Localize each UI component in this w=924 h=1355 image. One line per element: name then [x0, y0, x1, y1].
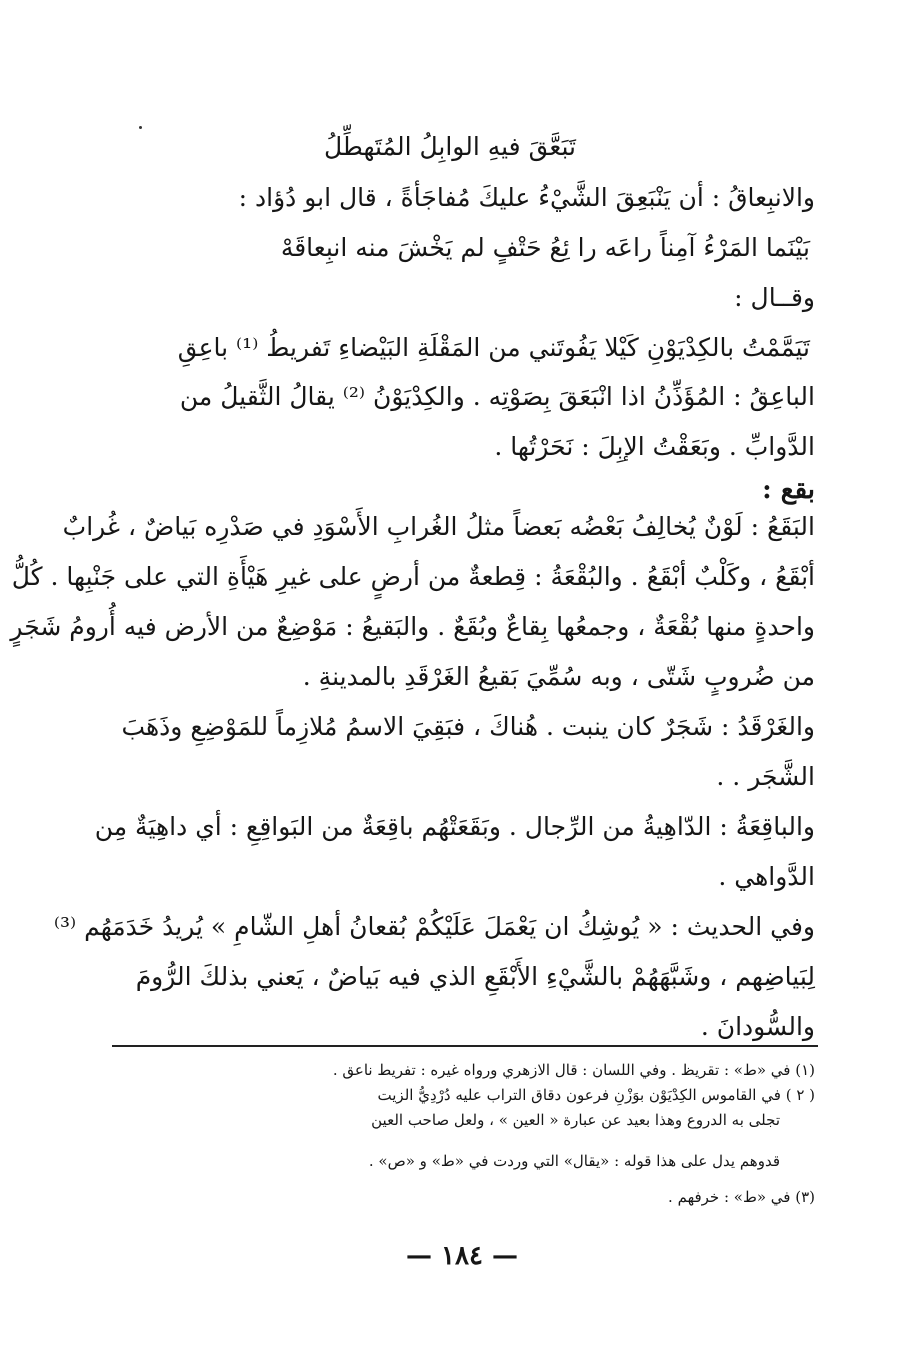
print-speck — [139, 126, 142, 129]
verse-line: تَيَمَّمْتُ بالكِدْيَوْنِ كَيْلا يَفُوتَني من المَقْلَةِ البَيْضاءِ تَفريطُ ⁽¹⁾ باعِقِ — [177, 333, 810, 362]
text-line: الدَّواهي . — [718, 862, 815, 891]
text-line: والانبِعاقُ : أن يَنْبَعِقَ الشَّيْءُ عليكَ مُفاجَأةً ، قال ابو دُؤاد : — [238, 183, 815, 212]
footnote-separator — [112, 1045, 818, 1047]
text-line: والباقِعَةُ : الدّاهِيةُ من الرِّجال . وبَقَعَتْهُم باقِعَةٌ من البَواقِعِ : أي داهِيَةٌ مِن — [94, 812, 815, 841]
footnote: (١) في «ط» : تقريظ . وفي اللسان : قال الازهري ورواه غيره : تفريط ناعق . — [332, 1061, 815, 1079]
text-line: لِبَياضِهم ، وشَبَّهَهُمْ بالشَّيْءِ الأَبْقَعِ الذي فيه بَياضٌ ، يَعني بذلكَ الرُّومَ — [135, 962, 815, 991]
footnote: (٣) في «ط» : خرفهم . — [668, 1188, 815, 1206]
footnote: ( ٢ ) في القاموس الكِدْيَوْن بوَزْنِ فرعون دقاق التراب عليه دُرْدِيُّ الزيت — [377, 1086, 815, 1104]
text-line: البَقَعُ : لَوْنٌ يُخالِفُ بَعْضُه بَعضاً مثلُ الغُرابِ الأَسْوَدِ في صَدْرِه بَياضٌ ، غُرابٌ — [62, 512, 815, 541]
page-number: — ١٨٤ — — [405, 1241, 519, 1271]
text-line: الدَّوابِّ . وبَعَقْتُ الإبِلَ : نَحَرْتُها . — [494, 432, 815, 461]
text-line: الباعِقُ : المُؤَذِّنُ اذا انْبَعَقَ بِصَوْتِه . والكِدْيَوْنُ ⁽²⁾ يقالُ الثَّقيلُ من — [179, 382, 815, 411]
footnote: قدوهم يدل على هذا قوله : «يقال» التي وردت في «ط» و «ص» . — [368, 1152, 780, 1170]
entry-headword: بقع : — [762, 475, 815, 505]
text-line: من ضُروبٍ شَتّى ، وبه سُمِّيَ بَقيعُ الغَرْقَدِ بالمدينةِ . — [302, 662, 815, 691]
text-line: الشَّجَر . . — [716, 762, 815, 791]
text-line: أبْقَعُ ، وكَلْبٌ أبْقَعُ . والبُقْعَةُ : قِطعةٌ من أرضٍ على غيرِ هَيْأَةِ التي على جَنْبِها . كُلُّ — [11, 562, 815, 591]
text-line: والسُّودانَ . — [700, 1012, 815, 1041]
text-line: والغَرْقَدُ : شَجَرٌ كان ينبت . هُناكَ ، فبَقِيَ الاسمُ مُلازِماً للمَوْضِعِ وذَهَبَ — [121, 712, 815, 741]
verse-line: تَبَعَّقَ فيهِ الوابِلُ المُتَهطِّلُ — [324, 132, 576, 161]
verse-line: بَيْنَما المَرْءُ آمِناً راعَه را ئِعُ حَتْفٍ لم يَخْشَ منه انبِعاقَهْ — [280, 233, 810, 262]
text-line: واحدةٍ منها بُقْعَةٌ ، وجمعُها بِقاعٌ وبُقَعٌ . والبَقيعُ : مَوْضِعٌ من الأرض فيه أُرومُ شَجَرٍ — [10, 612, 815, 641]
footnote: تجلى به الدروع وهذا بعيد عن عبارة « العين » ، ولعل صاحب العين — [371, 1111, 780, 1129]
text-line: وقــال : — [734, 283, 815, 312]
text-line: وفي الحديث : « يُوشِكُ ان يَعْمَلَ عَلَيْكُمْ بُقعانُ أهلِ الشّامِ » يُريدُ خَدَمَهُم ⁽³⁾ — [53, 912, 815, 941]
